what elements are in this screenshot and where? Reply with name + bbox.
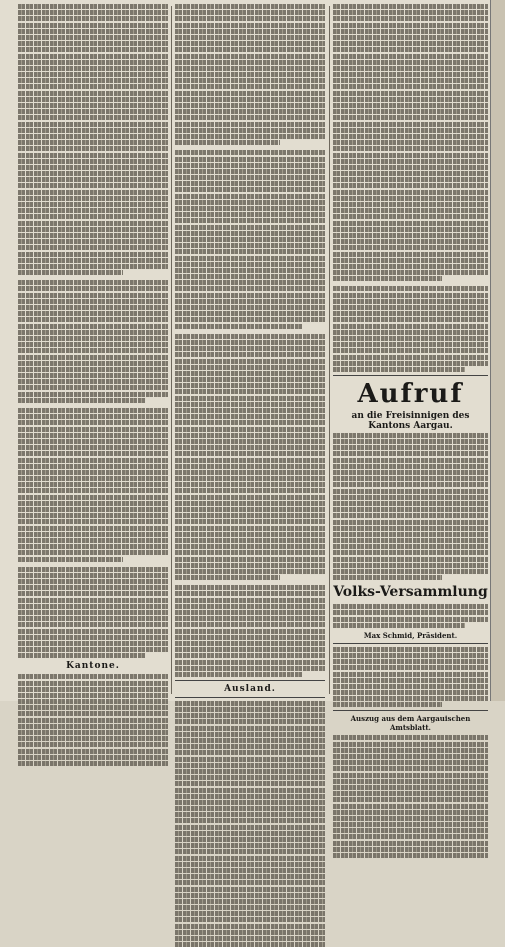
amtsblatt-body bbox=[333, 735, 488, 858]
section-rule bbox=[333, 643, 488, 644]
volksversammlung-body bbox=[333, 604, 488, 628]
volksversammlung-signature: Max Schmid, Präsident. bbox=[363, 630, 458, 640]
volksversammlung-heading: Volks-Versammlung bbox=[333, 584, 488, 601]
column-1-text-top bbox=[18, 4, 168, 658]
aufruf-heading: Aufruf bbox=[357, 378, 464, 409]
column-1-text-bottom bbox=[18, 674, 168, 766]
section-rule bbox=[175, 680, 325, 681]
column-divider-2 bbox=[329, 6, 330, 694]
amtsblatt-heading: Auszug aus dem Aargauischen Amtsblatt. bbox=[350, 714, 471, 733]
ausland-heading: Ausland. bbox=[224, 683, 276, 694]
adjacent-page-edge bbox=[490, 0, 505, 701]
column-2 bbox=[175, 4, 325, 694]
column-2-text-bottom bbox=[175, 701, 325, 947]
column-1 bbox=[18, 4, 168, 694]
aufruf-body bbox=[333, 433, 488, 580]
aufruf-subheading: an die Freisinnigen des Kantons Aargau. bbox=[351, 410, 470, 431]
section-rule bbox=[333, 375, 488, 376]
column-3-text-top bbox=[333, 4, 488, 372]
column-3 bbox=[333, 4, 488, 733]
section-rule bbox=[333, 710, 488, 711]
column-divider-1 bbox=[171, 6, 172, 694]
column-2-text-top bbox=[175, 4, 325, 677]
column-3-notices bbox=[333, 647, 488, 708]
section-rule bbox=[175, 697, 325, 698]
kantone-heading: Kantone. bbox=[66, 661, 120, 672]
